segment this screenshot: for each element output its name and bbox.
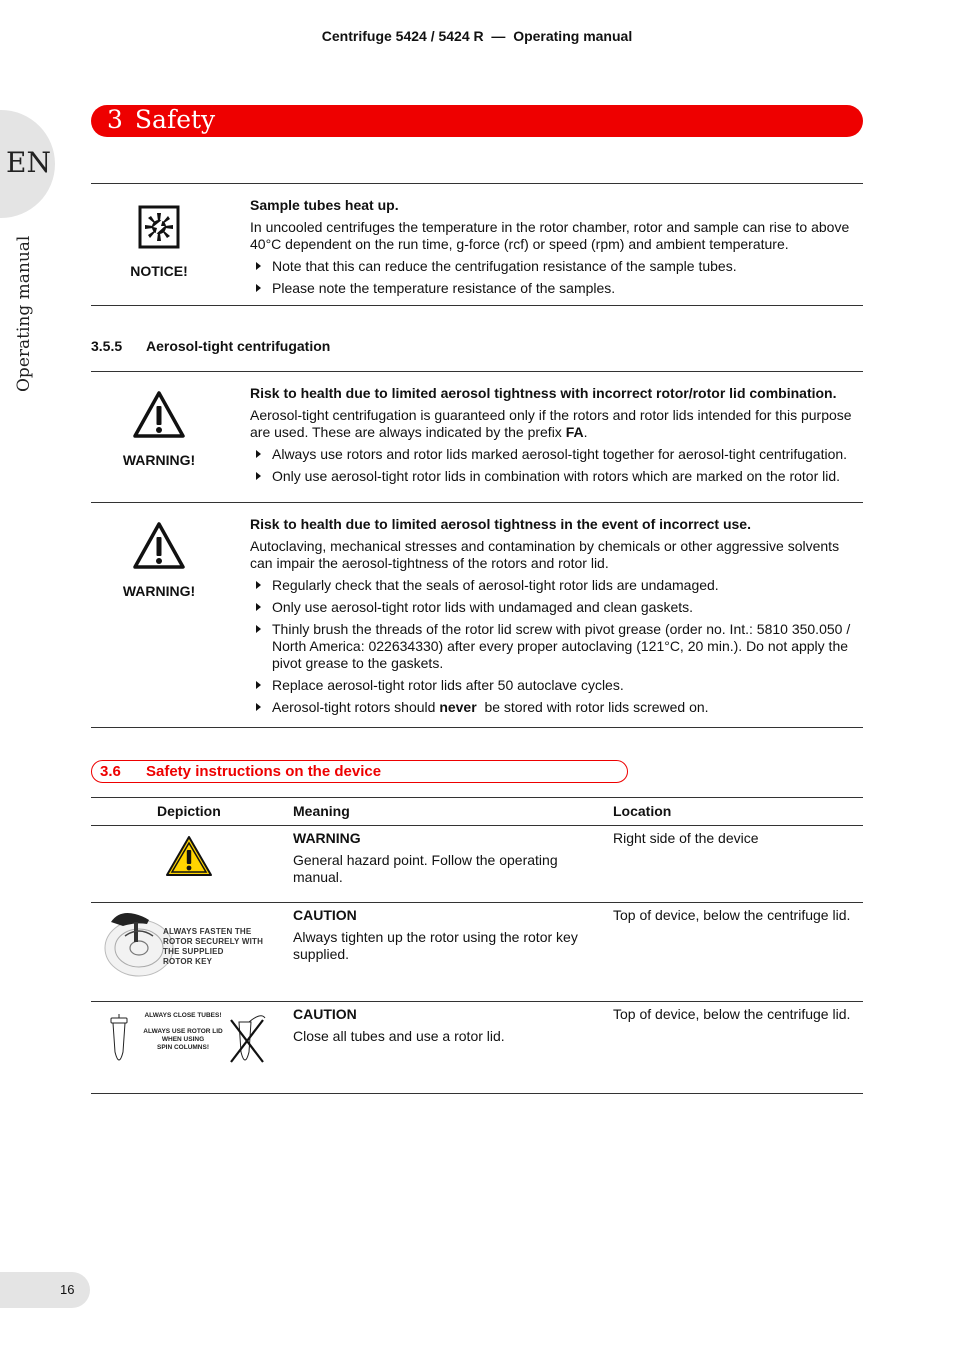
table-row-rule	[91, 902, 863, 903]
section-heading-3-6	[91, 760, 628, 783]
table-row-2-location: Top of device, below the centrifuge lid.	[613, 907, 851, 923]
section-title: Safety instructions on the device	[146, 763, 382, 780]
closed-tube-icon	[108, 1012, 130, 1070]
notice-signal-word: NOTICE!	[130, 263, 188, 279]
table-top-rule	[91, 797, 863, 798]
table-header-rule	[91, 825, 863, 826]
table-header-location: Location	[613, 803, 672, 819]
notice-icon-column	[91, 204, 227, 253]
divider	[91, 183, 863, 184]
table-row-1-meaning	[293, 830, 583, 886]
notice-bullet	[250, 258, 864, 275]
notice-body	[250, 197, 864, 302]
arrow-bullet-icon	[256, 450, 261, 458]
table-row-2-depiction	[101, 908, 277, 980]
bullet-text: Only use aerosol-tight rotor lids with undamaged and clean gaskets.	[272, 599, 694, 615]
chapter-title: Safety	[134, 105, 216, 134]
warning2-icon-column	[91, 521, 227, 574]
arrow-bullet-icon	[256, 603, 261, 611]
emphasis-never: never	[439, 699, 477, 715]
table-bottom-rule	[91, 1093, 863, 1094]
section-number: 3.6	[100, 763, 121, 780]
chapter-number: 3	[107, 105, 123, 134]
warning2-signal-word: WARNING!	[122, 583, 196, 599]
warning1-title: Risk to health due to limited aerosol tightness with incorrect rotor/rotor lid combination.	[250, 385, 837, 401]
bullet-text: Replace aerosol-tight rotor lids after 50 autoclave cycles.	[272, 677, 624, 693]
table-row-rule	[91, 1001, 863, 1002]
warning1-text: Aerosol-tight centrifugation is guaranteed only if the rotors and rotor lids intended for this purpose are used. These are always indicated by the prefix FA.	[250, 407, 852, 440]
bullet-text: Thinly brush the threads of the rotor lid screw with pivot grease (order no. Int.: 5810 350.050 / North America: 022634330) after every proper autoclaving (121°C, 20 min.). Do not apply the pivot grease to the gaskets.	[272, 621, 851, 671]
row-meaning-text: Always tighten up the rotor using the rotor key supplied.	[293, 929, 578, 962]
warning1-signal-word: WARNING!	[122, 452, 196, 468]
notice-title: Sample tubes heat up.	[250, 197, 399, 213]
warning1-bullet	[250, 468, 864, 485]
bullet-text: Always use rotors and rotor lids marked aerosol-tight together for aerosol-tight centrifugation.	[272, 446, 848, 462]
warning2-bullet: Aerosol-tight rotors should never be stored with rotor lids screwed on.	[250, 699, 864, 716]
divider	[91, 502, 863, 503]
warning-triangle-icon	[132, 390, 186, 440]
row-signal-word: WARNING	[293, 830, 361, 846]
arrow-bullet-icon	[256, 262, 261, 270]
arrow-bullet-icon	[256, 625, 261, 633]
row-meaning-text: Close all tubes and use a rotor lid.	[293, 1028, 505, 1044]
notice-bullet	[250, 280, 864, 297]
table-row-3-meaning	[293, 1006, 593, 1045]
rotor-key-label-text: ALWAYS FASTEN THE ROTOR SECURELY WITH THE SUPPLIED ROTOR KEY	[163, 927, 264, 966]
table-row-1-location: Right side of the device	[613, 830, 759, 846]
arrow-bullet-icon	[256, 703, 261, 711]
table-row-3-depiction	[105, 1012, 275, 1070]
tube-label-text: ALWAYS CLOSE TUBES! ALWAYS USE ROTOR LID WHEN USING SPIN COLUMNS!	[143, 1012, 223, 1051]
yellow-hazard-triangle-icon	[165, 835, 213, 877]
notice-icon	[137, 204, 181, 250]
warning2-bullet	[250, 677, 864, 694]
arrow-bullet-icon	[256, 472, 261, 480]
warning2-bullet	[250, 577, 864, 594]
bullet-text: Regularly check that the seals of aerosol-tight rotor lids are undamaged.	[272, 577, 719, 593]
bullet-text: Only use aerosol-tight rotor lids in combination with rotors which are marked on the rotor lid.	[272, 468, 841, 484]
section-title: Aerosol-tight centrifugation	[146, 338, 331, 354]
table-header-depiction: Depiction	[157, 803, 221, 819]
table-row-1-depiction	[165, 835, 213, 880]
arrow-bullet-icon	[256, 681, 261, 689]
page-number: 16	[60, 1282, 75, 1297]
bullet-text: Note that this can reduce the centrifugation resistance of the sample tubes.	[272, 258, 737, 274]
fa-prefix: FA	[565, 424, 584, 440]
arrow-bullet-icon	[256, 284, 261, 292]
notice-text: In uncooled centrifuges the temperature in the rotor chamber, rotor and sample can rise to above 40°C dependent on the run time, g-force (rcf) or speed (rpm) and ambient temperature.	[250, 219, 850, 252]
divider	[91, 305, 863, 306]
row-signal-word: CAUTION	[293, 907, 357, 923]
language-label: EN	[6, 146, 51, 179]
row-meaning-text: General hazard point. Follow the operating manual.	[293, 852, 558, 885]
warning2-bullet	[250, 621, 864, 672]
table-row-2-meaning	[293, 907, 593, 963]
crossed-open-tube-icon	[227, 1012, 267, 1070]
table-header-meaning: Meaning	[293, 803, 350, 819]
table-row-3-location: Top of device, below the centrifuge lid.	[613, 1006, 851, 1022]
divider	[91, 727, 863, 728]
row-signal-word: CAUTION	[293, 1006, 357, 1022]
divider	[91, 371, 863, 372]
warning2-text: Autoclaving, mechanical stresses and contamination by chemicals or other aggressive solvents can impair the aerosol-tightness of the rotors and rotor lid.	[250, 538, 840, 571]
warning2-bullet	[250, 599, 864, 616]
warning2-body	[250, 516, 864, 721]
warning1-icon-column	[91, 390, 227, 443]
warning1-bullet	[250, 446, 864, 463]
arrow-bullet-icon	[256, 581, 261, 589]
warning2-title: Risk to health due to limited aerosol tightness in the event of incorrect use.	[250, 516, 751, 532]
page-number-tab	[0, 1272, 90, 1308]
warning1-body	[250, 385, 864, 490]
side-label: Operating manual	[14, 235, 34, 392]
chapter-heading	[91, 105, 863, 137]
running-header: Centrifuge 5424 / 5424 R — Operating manual	[321, 28, 633, 44]
bullet-text: Please note the temperature resistance of the samples.	[272, 280, 616, 296]
warning-triangle-icon	[132, 521, 186, 571]
section-heading-3-5-5	[91, 338, 330, 354]
section-number: 3.5.5	[91, 338, 123, 354]
